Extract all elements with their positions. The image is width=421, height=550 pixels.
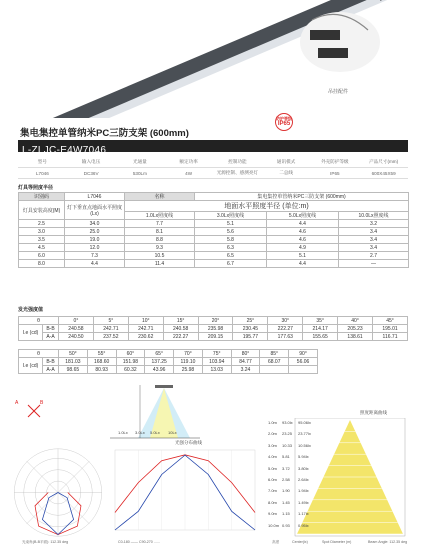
curve-title: 光强分布曲线 xyxy=(175,440,202,445)
model-number: L-ZLJC-E4W7046 xyxy=(22,145,107,156)
table-cell: 4.4 xyxy=(65,260,125,268)
col-header: 10.0Lx照度线 xyxy=(339,212,409,220)
section-radius-heading: 灯具等照度半径 xyxy=(18,185,54,191)
spec-value: 光源控制、感测亮灯 xyxy=(216,170,259,175)
table-row xyxy=(19,236,409,244)
angle-cell: 50° xyxy=(59,350,88,358)
cone-foot-beam: Beam Angle: 112.35 deg xyxy=(368,540,408,544)
table-cell: 4.6 xyxy=(267,236,339,244)
table-cell: 19.0 xyxy=(65,236,125,244)
section-intensity-heading: 发光强度值 xyxy=(18,307,44,313)
angle-cell: 15° xyxy=(163,317,198,325)
spec-value: DC36V xyxy=(83,170,99,176)
angle-cell: 35° xyxy=(303,317,338,325)
table-cell: 3.4 xyxy=(339,228,409,236)
intensity-cell: 209.15 xyxy=(198,333,233,341)
cone-row-label: 10.0m xyxy=(268,522,280,528)
polar-intensity-chart xyxy=(8,445,108,540)
spec-table xyxy=(18,157,408,179)
table-cell: 3.0 xyxy=(19,228,65,236)
cone-foot-spot: Spot Diameter (m) xyxy=(322,540,352,544)
intensity-cell: 3.24 xyxy=(231,366,260,374)
spec-header: 外壳防护等级 xyxy=(321,159,349,164)
angle-cell: 40° xyxy=(338,317,373,325)
table-cell: 8.0 xyxy=(19,260,65,268)
table-cell: 4.6 xyxy=(267,228,339,236)
intensity-cell: 222.27 xyxy=(163,333,198,341)
intensity-cell: 25.98 xyxy=(174,366,203,374)
cone-row-label: 10.33 xyxy=(282,442,293,448)
intensity-cell: 13.03 xyxy=(202,366,231,374)
height-header: 灯具安装高度(M) xyxy=(19,201,65,220)
cone-row-label: 1.94lx xyxy=(298,488,309,494)
spec-header: 控制功能 xyxy=(228,159,247,164)
spec-value: 4W xyxy=(185,170,193,176)
table-cell: 5.8 xyxy=(195,236,267,244)
angle-cell: 55° xyxy=(87,350,116,358)
angle-row xyxy=(19,317,408,325)
cone-row-label: 2.58 xyxy=(282,477,290,482)
angle-cell: 5° xyxy=(93,317,128,325)
intensity-cell: 103.94 xyxy=(202,358,231,366)
spec-header: 型号 xyxy=(37,159,47,164)
table-cell: 8.1 xyxy=(125,228,195,236)
table-cell: 12.0 xyxy=(65,244,125,252)
intensity-cell: 205.23 xyxy=(338,325,373,333)
diagram-label-10lx: 10Lx xyxy=(168,430,177,435)
intensity-cell: 168.60 xyxy=(87,358,116,366)
intensity-row xyxy=(19,325,408,333)
cone-row-label: 1.49lx xyxy=(298,499,309,505)
angle-cell: 20° xyxy=(198,317,233,325)
illuminance-radius-table xyxy=(18,192,409,268)
table-cell: 8.8 xyxy=(125,236,195,244)
cone-foot-center: Center(lx) xyxy=(292,540,308,544)
cone-row-label: 95.06lx xyxy=(298,420,311,425)
intensity-cell: 56.06 xyxy=(289,358,318,366)
model-bar xyxy=(18,140,408,156)
cone-row-label: 3.80lx xyxy=(298,465,309,471)
intensity-cell: 242.71 xyxy=(128,325,163,333)
intensity-line-chart xyxy=(110,448,260,540)
cone-row-label: 7.0m xyxy=(268,488,277,494)
theta-label: θ xyxy=(19,350,59,358)
spec-header: 产品尺寸(mm) xyxy=(369,159,399,164)
table-cell: 7.3 xyxy=(65,252,125,260)
spec-header: 通讯模式 xyxy=(276,159,296,164)
cone-row-label: 5.0m xyxy=(268,465,277,471)
polar-note: 光束角(B-B平面): 112.35 deg xyxy=(22,540,69,544)
intensity-row xyxy=(19,358,318,366)
table-cell: 6.5 xyxy=(195,252,267,260)
name-label: 名称 xyxy=(125,193,195,201)
intensity-cell: 181.03 xyxy=(59,358,88,366)
angle-cell: 60° xyxy=(116,350,145,358)
intensity-cell: 68.07 xyxy=(260,358,289,366)
table-row xyxy=(19,260,409,268)
table-cell: 7.7 xyxy=(125,220,195,228)
cone-row-label: 8.0m xyxy=(268,499,277,505)
intensity-cell: 138.61 xyxy=(338,333,373,341)
intensity-cell: 195.01 xyxy=(373,325,408,333)
angle-cell: 30° xyxy=(268,317,303,325)
intensity-cell: 242.71 xyxy=(93,325,128,333)
cone-row-label: 3.0m xyxy=(268,442,277,448)
cone-row-label: 1.17lx xyxy=(298,511,309,517)
center-lux-header: 灯下垂直点地面水平照度(Lx) xyxy=(65,201,125,220)
intensity-cell: 151.98 xyxy=(116,358,145,366)
table-cell: 6.0 xyxy=(19,252,65,260)
spec-value: L7046 xyxy=(35,170,49,176)
cone-foot-height: 高度 xyxy=(272,540,280,544)
curve-legend: C0-180 —— C90-270 ...... xyxy=(118,540,160,544)
cone-row-label: 93.0lx xyxy=(282,420,293,425)
cone-row-label: 2.64lx xyxy=(298,477,309,482)
cone-row-label: 9.0m xyxy=(268,511,277,517)
table-cell: — xyxy=(339,260,409,268)
table-cell: 5.1 xyxy=(195,220,267,228)
table-cell: 4.4 xyxy=(267,260,339,268)
intensity-cell: 116.71 xyxy=(373,333,408,341)
cone-row-label: 1.90 xyxy=(282,488,290,494)
theta-label: θ xyxy=(19,317,59,325)
intensity-cell xyxy=(289,366,318,374)
angle-cell: 65° xyxy=(145,350,174,358)
table-cell: 11.4 xyxy=(125,260,195,268)
cone-title: 照度距离曲线 xyxy=(360,410,387,415)
angle-cell: 90° xyxy=(289,350,318,358)
intensity-cell: 230.45 xyxy=(233,325,268,333)
plane-label: A-A xyxy=(43,366,59,374)
cone-row-label: 1.15 xyxy=(282,511,290,517)
table-cell: 2.7 xyxy=(339,252,409,260)
intensity-cell: 240.58 xyxy=(59,325,94,333)
table-cell: 3.5 xyxy=(19,236,65,244)
intensity-cell: 222.27 xyxy=(268,325,303,333)
angle-cell: 85° xyxy=(260,350,289,358)
cone-row-label: 5.81 xyxy=(282,454,290,460)
cone-row-label: 5.94lx xyxy=(298,454,309,460)
cone-row-label: 10.56lx xyxy=(298,442,311,448)
table-cell: 9.3 xyxy=(125,244,195,252)
cone-row-label: 3.72 xyxy=(282,465,290,471)
table-cell: 3.4 xyxy=(339,244,409,252)
intensity-table-1 xyxy=(18,316,408,341)
cone-row-label: 23.77lx xyxy=(298,431,311,437)
id-label: 识别码 xyxy=(19,193,65,201)
spec-value-row xyxy=(18,168,408,179)
table-row xyxy=(19,228,409,236)
cone-row-label: 2.0m xyxy=(268,431,277,437)
cone-row-label: 1.0m xyxy=(268,420,277,425)
intensity-cell: 84.77 xyxy=(231,358,260,366)
angle-cell: 10° xyxy=(128,317,163,325)
diagram-label-a: A xyxy=(15,400,19,406)
diagram-label-3lx: 3.0Lx xyxy=(135,430,145,435)
table-row xyxy=(19,244,409,252)
cone-row-label: 6.0m xyxy=(268,477,277,482)
table-cell: 6.7 xyxy=(195,260,267,268)
id-value: L7046 xyxy=(65,193,125,201)
cone-row-label: 1.45 xyxy=(282,499,290,505)
intensity-cell: 240.50 xyxy=(59,333,94,341)
table-cell: 6.3 xyxy=(195,244,267,252)
angle-cell: 45° xyxy=(373,317,408,325)
cone-row-label: 23.25 xyxy=(282,431,293,437)
intensity-cell: 240.58 xyxy=(163,325,198,333)
table-cell: 3.2 xyxy=(339,220,409,228)
ie-label: I.e (cd) xyxy=(19,325,43,341)
table-cell: 3.4 xyxy=(339,236,409,244)
intensity-cell: 177.63 xyxy=(268,333,303,341)
plane-label: B-B xyxy=(43,325,59,333)
table-row xyxy=(19,252,409,260)
spec-header: 光通量 xyxy=(132,159,147,164)
diagram-label-b: B xyxy=(40,400,44,406)
table-cell: 2.5 xyxy=(19,220,65,228)
intensity-cell: 237.52 xyxy=(93,333,128,341)
hanging-accessory-image xyxy=(300,12,380,72)
intensity-cell: 214.17 xyxy=(303,325,338,333)
spec-value: 二总线 xyxy=(279,170,294,175)
table-cell: 5.1 xyxy=(267,252,339,260)
intensity-cell: 195.77 xyxy=(233,333,268,341)
spec-header-row xyxy=(18,157,408,168)
table-cell: 10.5 xyxy=(125,252,195,260)
spec-header: 输入电压 xyxy=(81,159,101,164)
spec-value: 530Lm xyxy=(132,170,147,176)
cone-row-label: 0.93 xyxy=(282,522,290,528)
spec-header: 额定功率 xyxy=(179,159,198,164)
table-cell: 4.9 xyxy=(267,244,339,252)
intensity-cell: 235.98 xyxy=(198,325,233,333)
col-header: 1.0Lx照度线 xyxy=(125,212,195,220)
diagram-label-5lx: 5.0Lx xyxy=(150,430,160,435)
intensity-cell: 137.25 xyxy=(145,358,174,366)
spec-value: 600X45X59 xyxy=(371,170,396,176)
angle-row xyxy=(19,350,318,358)
intensity-cell: 155.65 xyxy=(303,333,338,341)
intensity-cell: 98.65 xyxy=(59,366,88,374)
ip-badge: 防护等级 IP65 xyxy=(275,113,293,131)
angle-cell: 25° xyxy=(233,317,268,325)
plane-label: A-A xyxy=(43,333,59,341)
table-cell: 25.0 xyxy=(65,228,125,236)
intensity-cell: 119.10 xyxy=(174,358,203,366)
table-cell: 4.4 xyxy=(267,220,339,228)
cone-row-label: 4.0m xyxy=(268,454,277,460)
diagram-label-1lx: 1.0Lx xyxy=(118,430,128,435)
table-row xyxy=(19,220,409,228)
intensity-cell: 80.93 xyxy=(87,366,116,374)
angle-cell: 75° xyxy=(202,350,231,358)
col-header: 5.0Lx照度线 xyxy=(267,212,339,220)
intensity-row xyxy=(19,333,408,341)
plane-label: B-B xyxy=(43,358,59,366)
intensity-cell: 60.32 xyxy=(116,366,145,374)
cone-row-label: 0.95lx xyxy=(298,522,309,528)
angle-cell: 80° xyxy=(231,350,260,358)
table-cell: 4.5 xyxy=(19,244,65,252)
intensity-row xyxy=(19,366,318,374)
hanging-accessory-label: 吊挂配件 xyxy=(328,89,349,95)
angle-cell: 0° xyxy=(59,317,94,325)
angle-cell: 70° xyxy=(174,350,203,358)
intensity-cell: 43.96 xyxy=(145,366,174,374)
table-cell: 34.0 xyxy=(65,220,125,228)
col-header: 3.0Lx照度线 xyxy=(195,212,267,220)
ie-label: I.e (cd) xyxy=(19,358,43,374)
intensity-cell: 230.62 xyxy=(128,333,163,341)
intensity-cell xyxy=(260,366,289,374)
product-image xyxy=(0,0,421,118)
table-cell: 5.6 xyxy=(195,228,267,236)
intensity-table-2 xyxy=(18,349,318,374)
radius-header: 地面水平照度半径 (单位:m) xyxy=(125,201,409,212)
name-value: 集电集控单管纳米PC三防支架 (600mm) xyxy=(195,193,409,201)
product-title: 集电集控单管纳米PC三防支架 (600mm) xyxy=(20,128,189,139)
spec-value: IP65 xyxy=(330,170,340,176)
